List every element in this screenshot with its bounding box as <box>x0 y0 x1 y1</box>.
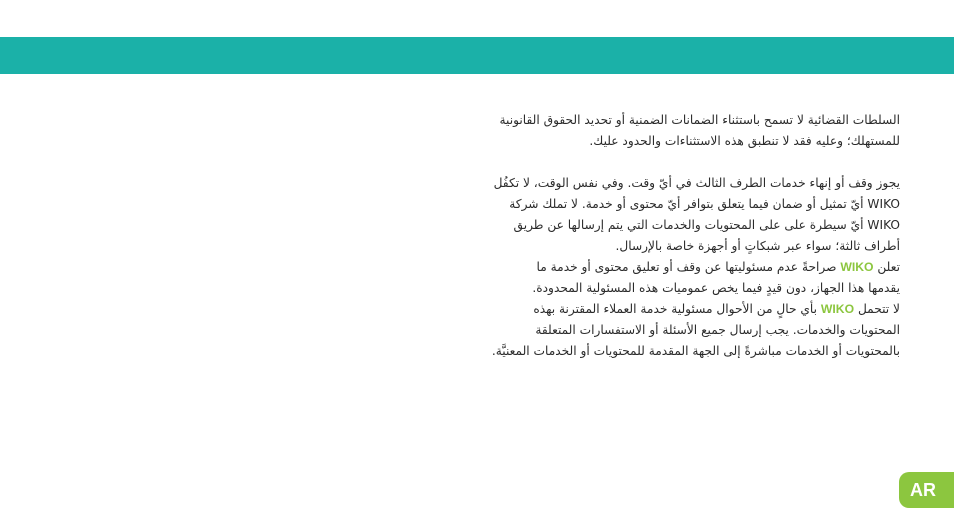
brand-name-highlight: WIKO <box>840 260 874 274</box>
text-line: WIKO أيّ تمثيل أو ضمان فيما يتعلق بتوافر أيّ محتوى أو خدمة. لا تملك شركة <box>509 197 900 211</box>
brand-name: WIKO <box>867 197 900 211</box>
text-line: المحتويات والخدمات. يجب إرسال جميع الأسئلة أو الاستفسارات المتعلقة <box>535 323 900 337</box>
brand-name: WIKO <box>867 218 900 232</box>
language-tab: AR <box>899 472 954 508</box>
text-line: يقدمها هذا الجهاز، دون قيدٍ فيما يخص عموميات هذه المسئولية المحدودة. <box>532 281 900 295</box>
text-line: يجوز وقف أو إنهاء خدمات الطرف الثالث في أيّ وقت. وفي نفس الوقت، لا تكفُل <box>493 176 900 190</box>
header-band <box>0 37 954 74</box>
document-body <box>480 110 900 362</box>
brand-name-highlight: WIKO <box>820 302 855 316</box>
text-line: للمستهلك؛ وعليه فقد لا تنطبق هذه الاستثناءات والحدود عليك. <box>589 134 900 148</box>
paragraph-jurisdiction <box>480 110 900 152</box>
text-line: السلطات القضائية لا تسمح باستثناء الضمانات الضمنية أو تحديد الحقوق القانونية <box>499 113 900 127</box>
text-line: بالمحتويات أو الخدمات مباشرةً إلى الجهة المقدمة للمحتويات أو الخدمات المعنيَّة. <box>491 344 900 358</box>
text-line: WIKO أيّ سيطرة على على المحتويات والخدمات التي يتم إرسالها عن طريق <box>513 218 900 232</box>
text-line: تعلن WIKO صراحةً عدم مسئوليتها عن وقف أو تعليق محتوى أو خدمة ما <box>536 260 900 274</box>
text-line: أطراف ثالثة؛ سواء عبر شبكاتٍ أو أجهزة خاصة بالإرسال. <box>615 239 900 253</box>
text-line: لا تتحمل WIKO بأي حالٍ من الأحوال مسئولية خدمة العملاء المقترنة بهذه <box>533 302 900 316</box>
paragraph-third-party <box>480 173 900 362</box>
